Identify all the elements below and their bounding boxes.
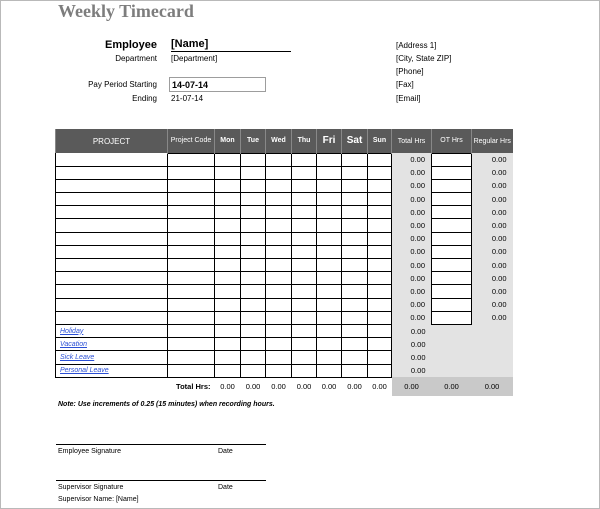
thu-hours-cell[interactable] bbox=[292, 338, 317, 351]
mon-hours-cell[interactable] bbox=[215, 285, 241, 298]
wed-hours-cell[interactable] bbox=[266, 245, 292, 258]
thu-hours-cell[interactable] bbox=[292, 193, 317, 206]
sun-hours-cell[interactable] bbox=[368, 338, 392, 351]
thu-hours-cell[interactable] bbox=[292, 259, 317, 272]
grand-total-ot: 0.00 bbox=[432, 377, 472, 396]
table-row bbox=[56, 232, 513, 245]
regular-hrs-cell bbox=[472, 364, 513, 377]
total-hrs-cell: 0.00 bbox=[392, 232, 432, 245]
tue-hours-cell[interactable] bbox=[241, 351, 266, 364]
ot-hrs-cell[interactable] bbox=[432, 259, 472, 272]
fri-hours-cell[interactable] bbox=[317, 298, 342, 311]
thu-hours-cell[interactable] bbox=[292, 166, 317, 179]
project-code-cell[interactable] bbox=[168, 324, 215, 337]
thu-hours-cell[interactable] bbox=[292, 179, 317, 192]
project-cell[interactable] bbox=[56, 259, 168, 272]
thu-hours-cell[interactable] bbox=[292, 324, 317, 337]
col-ot-hrs: OT Hrs bbox=[432, 129, 472, 153]
fri-hours-cell[interactable] bbox=[317, 272, 342, 285]
tue-hours-cell[interactable] bbox=[241, 179, 266, 192]
table-row bbox=[56, 285, 513, 298]
ot-hrs-cell bbox=[432, 364, 472, 377]
ot-hrs-cell[interactable] bbox=[432, 206, 472, 219]
sat-hours-cell[interactable] bbox=[342, 219, 368, 232]
sat-hours-cell[interactable] bbox=[342, 193, 368, 206]
project-cell[interactable] bbox=[56, 245, 168, 258]
address-fax[interactable]: [Fax] bbox=[396, 80, 414, 89]
project-code-cell[interactable] bbox=[168, 219, 215, 232]
project-code-cell[interactable] bbox=[168, 232, 215, 245]
mon-hours-cell[interactable] bbox=[215, 245, 241, 258]
col-thu: Thu bbox=[292, 129, 317, 153]
thu-hours-cell[interactable] bbox=[292, 364, 317, 377]
ot-hrs-cell bbox=[432, 351, 472, 364]
employee-name-field[interactable]: [Name] bbox=[171, 38, 291, 52]
fri-hours-cell[interactable] bbox=[317, 179, 342, 192]
project-code-cell[interactable] bbox=[168, 272, 215, 285]
ot-hrs-cell bbox=[432, 324, 472, 337]
total-hrs-cell: 0.00 bbox=[392, 206, 432, 219]
ot-hrs-cell[interactable] bbox=[432, 311, 472, 324]
col-project: PROJECT bbox=[56, 129, 168, 153]
table-row bbox=[56, 153, 513, 166]
mon-hours-cell[interactable] bbox=[215, 206, 241, 219]
fri-hours-cell[interactable] bbox=[317, 219, 342, 232]
sat-hours-cell[interactable] bbox=[342, 324, 368, 337]
sat-hours-cell[interactable] bbox=[342, 351, 368, 364]
supervisor-date-label: Date bbox=[218, 484, 233, 491]
wed-hours-cell[interactable] bbox=[266, 351, 292, 364]
mon-hours-cell[interactable] bbox=[215, 166, 241, 179]
wed-hours-cell[interactable] bbox=[266, 219, 292, 232]
tue-hours-cell[interactable] bbox=[241, 324, 266, 337]
sun-hours-cell[interactable] bbox=[368, 351, 392, 364]
fri-hours-cell[interactable] bbox=[317, 311, 342, 324]
regular-hrs-cell: 0.00 bbox=[472, 232, 513, 245]
table-row bbox=[56, 324, 513, 337]
thu-hours-cell[interactable] bbox=[292, 311, 317, 324]
table-row bbox=[56, 272, 513, 285]
wed-hours-cell[interactable] bbox=[266, 338, 292, 351]
sat-hours-cell[interactable] bbox=[342, 338, 368, 351]
regular-hrs-cell bbox=[472, 338, 513, 351]
address-line-1[interactable]: [Address 1] bbox=[396, 41, 437, 50]
mon-hours-cell[interactable] bbox=[215, 193, 241, 206]
ending-date-value: 21-07-14 bbox=[171, 94, 204, 103]
col-tue: Tue bbox=[241, 129, 266, 153]
regular-hrs-cell: 0.00 bbox=[472, 179, 513, 192]
mon-hours-cell[interactable] bbox=[215, 179, 241, 192]
total-hrs-cell: 0.00 bbox=[392, 311, 432, 324]
wed-hours-cell[interactable] bbox=[266, 311, 292, 324]
sun-hours-cell[interactable] bbox=[368, 285, 392, 298]
sat-hours-cell[interactable] bbox=[342, 259, 368, 272]
regular-hrs-cell: 0.00 bbox=[472, 285, 513, 298]
fri-hours-cell[interactable] bbox=[317, 351, 342, 364]
thu-hours-cell[interactable] bbox=[292, 285, 317, 298]
fri-hours-cell[interactable] bbox=[317, 232, 342, 245]
table-row bbox=[56, 311, 513, 324]
project-code-cell[interactable] bbox=[168, 179, 215, 192]
address-phone[interactable]: [Phone] bbox=[396, 67, 424, 76]
row-category-sick-leave[interactable]: Sick Leave bbox=[56, 351, 168, 364]
tue-hours-cell[interactable] bbox=[241, 166, 266, 179]
project-cell[interactable] bbox=[56, 298, 168, 311]
ot-hrs-cell[interactable] bbox=[432, 285, 472, 298]
mon-hours-cell[interactable] bbox=[215, 351, 241, 364]
regular-hrs-cell: 0.00 bbox=[472, 259, 513, 272]
sat-hours-cell[interactable] bbox=[342, 166, 368, 179]
employee-date-label: Date bbox=[218, 448, 233, 455]
sun-hours-cell[interactable] bbox=[368, 179, 392, 192]
wed-hours-cell[interactable] bbox=[266, 272, 292, 285]
employee-signature-line bbox=[56, 444, 266, 445]
sun-hours-cell[interactable] bbox=[368, 324, 392, 337]
regular-hrs-cell: 0.00 bbox=[472, 219, 513, 232]
project-code-cell[interactable] bbox=[168, 285, 215, 298]
mon-hours-cell[interactable] bbox=[215, 298, 241, 311]
table-row bbox=[56, 193, 513, 206]
ot-hrs-cell[interactable] bbox=[432, 232, 472, 245]
thu-hours-cell[interactable] bbox=[292, 232, 317, 245]
project-code-cell[interactable] bbox=[168, 153, 215, 166]
fri-hours-cell[interactable] bbox=[317, 259, 342, 272]
mon-hours-cell[interactable] bbox=[215, 272, 241, 285]
sat-hours-cell[interactable] bbox=[342, 311, 368, 324]
project-cell[interactable] bbox=[56, 179, 168, 192]
total-hrs-cell: 0.00 bbox=[392, 285, 432, 298]
ot-hrs-cell[interactable] bbox=[432, 298, 472, 311]
mon-hours-cell[interactable] bbox=[215, 324, 241, 337]
sun-hours-cell[interactable] bbox=[368, 206, 392, 219]
tue-hours-cell[interactable] bbox=[241, 232, 266, 245]
thu-hours-cell[interactable] bbox=[292, 206, 317, 219]
ending-label: Ending bbox=[132, 94, 157, 103]
tue-hours-cell[interactable] bbox=[241, 259, 266, 272]
col-total-hrs: Total Hrs bbox=[392, 129, 432, 153]
regular-hrs-cell: 0.00 bbox=[472, 272, 513, 285]
pay-period-label: Pay Period Starting bbox=[88, 80, 157, 89]
project-code-cell[interactable] bbox=[168, 259, 215, 272]
tue-hours-cell[interactable] bbox=[241, 311, 266, 324]
tue-hours-cell[interactable] bbox=[241, 272, 266, 285]
total-hrs-cell: 0.00 bbox=[392, 351, 432, 364]
mon-hours-cell[interactable] bbox=[215, 364, 241, 377]
tue-hours-cell[interactable] bbox=[241, 193, 266, 206]
totals-spacer bbox=[56, 377, 168, 396]
regular-hrs-cell: 0.00 bbox=[472, 311, 513, 324]
wed-hours-cell[interactable] bbox=[266, 298, 292, 311]
total-wed: 0.00 bbox=[266, 377, 292, 396]
table-row bbox=[56, 298, 513, 311]
project-cell[interactable] bbox=[56, 272, 168, 285]
sat-hours-cell[interactable] bbox=[342, 272, 368, 285]
tue-hours-cell[interactable] bbox=[241, 206, 266, 219]
sat-hours-cell[interactable] bbox=[342, 285, 368, 298]
tue-hours-cell[interactable] bbox=[241, 219, 266, 232]
tue-hours-cell[interactable] bbox=[241, 245, 266, 258]
wed-hours-cell[interactable] bbox=[266, 285, 292, 298]
wed-hours-cell[interactable] bbox=[266, 193, 292, 206]
total-sat: 0.00 bbox=[342, 377, 368, 396]
ot-hrs-cell bbox=[432, 338, 472, 351]
mon-hours-cell[interactable] bbox=[215, 232, 241, 245]
fri-hours-cell[interactable] bbox=[317, 285, 342, 298]
col-sat: Sat bbox=[342, 129, 368, 153]
thu-hours-cell[interactable] bbox=[292, 219, 317, 232]
fri-hours-cell[interactable] bbox=[317, 324, 342, 337]
total-hrs-cell: 0.00 bbox=[392, 193, 432, 206]
project-code-cell[interactable] bbox=[168, 311, 215, 324]
total-hrs-cell: 0.00 bbox=[392, 219, 432, 232]
total-hrs-cell: 0.00 bbox=[392, 272, 432, 285]
regular-hrs-cell: 0.00 bbox=[472, 166, 513, 179]
total-hrs-cell: 0.00 bbox=[392, 259, 432, 272]
wed-hours-cell[interactable] bbox=[266, 153, 292, 166]
project-code-cell[interactable] bbox=[168, 351, 215, 364]
col-wed: Wed bbox=[266, 129, 292, 153]
increment-note: Note: Use increments of 0.25 (15 minutes) when recording hours. bbox=[58, 401, 275, 408]
sun-hours-cell[interactable] bbox=[368, 193, 392, 206]
department-label: Department bbox=[115, 54, 157, 63]
fri-hours-cell[interactable] bbox=[317, 338, 342, 351]
table-row bbox=[56, 338, 513, 351]
regular-hrs-cell: 0.00 bbox=[472, 153, 513, 166]
sat-hours-cell[interactable] bbox=[342, 153, 368, 166]
wed-hours-cell[interactable] bbox=[266, 364, 292, 377]
total-mon: 0.00 bbox=[215, 377, 241, 396]
thu-hours-cell[interactable] bbox=[292, 272, 317, 285]
project-cell[interactable] bbox=[56, 311, 168, 324]
pay-period-start-field[interactable]: 14-07-14 bbox=[169, 77, 266, 92]
ot-hrs-cell[interactable] bbox=[432, 166, 472, 179]
total-hrs-label: Total Hrs: bbox=[168, 377, 215, 396]
row-category-vacation[interactable]: Vacation bbox=[56, 338, 168, 351]
employee-label: Employee bbox=[105, 39, 157, 51]
fri-hours-cell[interactable] bbox=[317, 206, 342, 219]
sun-hours-cell[interactable] bbox=[368, 259, 392, 272]
sat-hours-cell[interactable] bbox=[342, 232, 368, 245]
page-title: Weekly Timecard bbox=[58, 1, 194, 21]
tue-hours-cell[interactable] bbox=[241, 338, 266, 351]
sun-hours-cell[interactable] bbox=[368, 219, 392, 232]
total-hrs-cell: 0.00 bbox=[392, 179, 432, 192]
ot-hrs-cell[interactable] bbox=[432, 193, 472, 206]
total-thu: 0.00 bbox=[292, 377, 317, 396]
total-hrs-cell: 0.00 bbox=[392, 153, 432, 166]
project-code-cell[interactable] bbox=[168, 245, 215, 258]
regular-hrs-cell: 0.00 bbox=[472, 298, 513, 311]
supervisor-signature-label: Supervisor Signature bbox=[58, 484, 124, 491]
col-sun: Sun bbox=[368, 129, 392, 153]
ot-hrs-cell[interactable] bbox=[432, 179, 472, 192]
sat-hours-cell[interactable] bbox=[342, 206, 368, 219]
table-row bbox=[56, 351, 513, 364]
thu-hours-cell[interactable] bbox=[292, 245, 317, 258]
col-regular-hrs: Regular Hrs bbox=[472, 129, 513, 153]
total-sun: 0.00 bbox=[368, 377, 392, 396]
sat-hours-cell[interactable] bbox=[342, 245, 368, 258]
sun-hours-cell[interactable] bbox=[368, 245, 392, 258]
col-project-code: Project Code bbox=[168, 129, 215, 153]
regular-hrs-cell bbox=[472, 324, 513, 337]
wed-hours-cell[interactable] bbox=[266, 324, 292, 337]
supervisor-signature-line bbox=[56, 480, 266, 481]
project-code-cell[interactable] bbox=[168, 298, 215, 311]
project-cell[interactable] bbox=[56, 232, 168, 245]
sun-hours-cell[interactable] bbox=[368, 364, 392, 377]
regular-hrs-cell: 0.00 bbox=[472, 193, 513, 206]
ot-hrs-cell[interactable] bbox=[432, 153, 472, 166]
fri-hours-cell[interactable] bbox=[317, 364, 342, 377]
wed-hours-cell[interactable] bbox=[266, 206, 292, 219]
total-fri: 0.00 bbox=[317, 377, 342, 396]
sun-hours-cell[interactable] bbox=[368, 232, 392, 245]
total-hrs-cell: 0.00 bbox=[392, 245, 432, 258]
table-header-row bbox=[56, 129, 513, 153]
project-code-cell[interactable] bbox=[168, 338, 215, 351]
tue-hours-cell[interactable] bbox=[241, 364, 266, 377]
ot-hrs-cell[interactable] bbox=[432, 245, 472, 258]
table-row bbox=[56, 206, 513, 219]
mon-hours-cell[interactable] bbox=[215, 153, 241, 166]
wed-hours-cell[interactable] bbox=[266, 166, 292, 179]
sun-hours-cell[interactable] bbox=[368, 311, 392, 324]
address-email[interactable]: [Email] bbox=[396, 94, 421, 103]
fri-hours-cell[interactable] bbox=[317, 193, 342, 206]
thu-hours-cell[interactable] bbox=[292, 351, 317, 364]
tue-hours-cell[interactable] bbox=[241, 153, 266, 166]
sun-hours-cell[interactable] bbox=[368, 166, 392, 179]
supervisor-name[interactable]: Supervisor Name: [Name] bbox=[58, 496, 139, 503]
wed-hours-cell[interactable] bbox=[266, 232, 292, 245]
mon-hours-cell[interactable] bbox=[215, 219, 241, 232]
sat-hours-cell[interactable] bbox=[342, 298, 368, 311]
table-row bbox=[56, 219, 513, 232]
wed-hours-cell[interactable] bbox=[266, 259, 292, 272]
thu-hours-cell[interactable] bbox=[292, 153, 317, 166]
total-hrs-cell: 0.00 bbox=[392, 338, 432, 351]
project-cell[interactable] bbox=[56, 285, 168, 298]
mon-hours-cell[interactable] bbox=[215, 259, 241, 272]
tue-hours-cell[interactable] bbox=[241, 285, 266, 298]
total-hrs-cell: 0.00 bbox=[392, 166, 432, 179]
sat-hours-cell[interactable] bbox=[342, 364, 368, 377]
row-category-personal-leave[interactable]: Personal Leave bbox=[56, 364, 168, 377]
sun-hours-cell[interactable] bbox=[368, 272, 392, 285]
project-cell[interactable] bbox=[56, 166, 168, 179]
project-cell[interactable] bbox=[56, 206, 168, 219]
tue-hours-cell[interactable] bbox=[241, 298, 266, 311]
project-cell[interactable] bbox=[56, 193, 168, 206]
address-city-state-zip[interactable]: [City, State ZIP] bbox=[396, 54, 452, 63]
project-cell[interactable] bbox=[56, 153, 168, 166]
regular-hrs-cell bbox=[472, 351, 513, 364]
totals-row bbox=[56, 377, 513, 396]
sat-hours-cell[interactable] bbox=[342, 179, 368, 192]
project-code-cell[interactable] bbox=[168, 364, 215, 377]
wed-hours-cell[interactable] bbox=[266, 179, 292, 192]
sun-hours-cell[interactable] bbox=[368, 298, 392, 311]
grand-total-regular: 0.00 bbox=[472, 377, 513, 396]
thu-hours-cell[interactable] bbox=[292, 298, 317, 311]
fri-hours-cell[interactable] bbox=[317, 153, 342, 166]
table-row bbox=[56, 364, 513, 377]
sun-hours-cell[interactable] bbox=[368, 153, 392, 166]
project-code-cell[interactable] bbox=[168, 166, 215, 179]
project-code-cell[interactable] bbox=[168, 193, 215, 206]
total-hrs-cell: 0.00 bbox=[392, 364, 432, 377]
mon-hours-cell[interactable] bbox=[215, 311, 241, 324]
ot-hrs-cell[interactable] bbox=[432, 219, 472, 232]
col-mon: Mon bbox=[215, 129, 241, 153]
table-row bbox=[56, 166, 513, 179]
mon-hours-cell[interactable] bbox=[215, 338, 241, 351]
total-hrs-cell: 0.00 bbox=[392, 298, 432, 311]
table-row bbox=[56, 179, 513, 192]
table-row bbox=[56, 259, 513, 272]
table-row bbox=[56, 245, 513, 258]
total-hrs-cell: 0.00 bbox=[392, 324, 432, 337]
regular-hrs-cell: 0.00 bbox=[472, 245, 513, 258]
fri-hours-cell[interactable] bbox=[317, 166, 342, 179]
col-fri: Fri bbox=[317, 129, 342, 153]
project-cell[interactable] bbox=[56, 219, 168, 232]
row-category-holiday[interactable]: Holiday bbox=[56, 324, 168, 337]
regular-hrs-cell: 0.00 bbox=[472, 206, 513, 219]
project-code-cell[interactable] bbox=[168, 206, 215, 219]
timecard-table bbox=[55, 129, 513, 396]
total-tue: 0.00 bbox=[241, 377, 266, 396]
department-field[interactable]: [Department] bbox=[171, 54, 218, 63]
employee-signature-label: Employee Signature bbox=[58, 448, 122, 455]
ot-hrs-cell[interactable] bbox=[432, 272, 472, 285]
grand-total-total: 0.00 bbox=[392, 377, 432, 396]
fri-hours-cell[interactable] bbox=[317, 245, 342, 258]
